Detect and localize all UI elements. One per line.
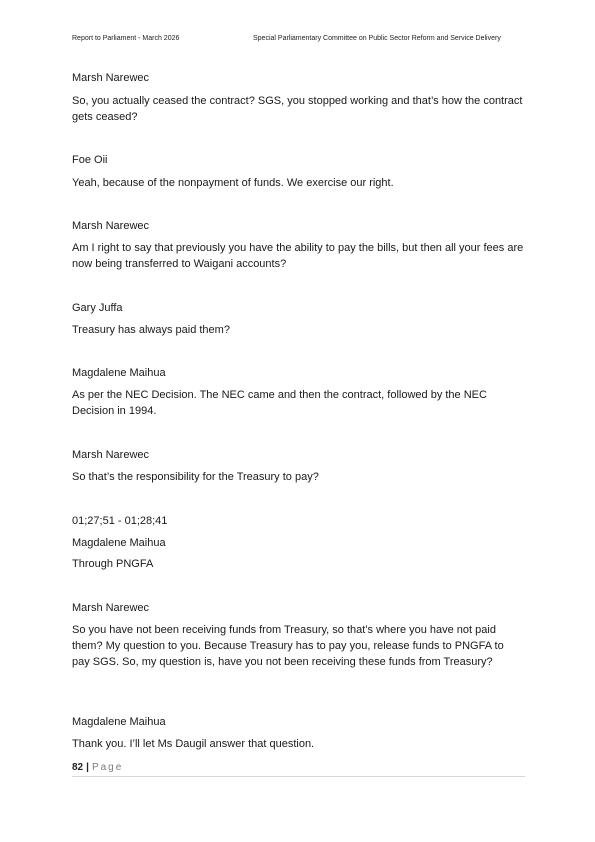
speaker-name: Marsh Narewec: [72, 72, 150, 84]
speaker-name: Magdalene Maihua: [72, 537, 166, 549]
speech-text: As per the NEC Decision. The NEC came and then the contract, followed by the NEC Decision in 1994.: [72, 389, 487, 417]
footer-separator: |: [86, 762, 89, 773]
speech-text: Yeah, because of the nonpayment of funds. We exercise our right.: [72, 177, 394, 189]
speech-text: So you have not been receiving funds from Treasury, so that’s where you have not paid them? My question to you. Because Treasury has to pay you, release funds to PNGFA to pay SGS. So, my question is, have you not been receiving these funds from Treasury?: [72, 624, 504, 668]
speech-text: So, you actually ceased the contract? SGS, you stopped working and that’s how the contract gets ceased?: [72, 95, 523, 123]
footer-divider: [72, 776, 525, 777]
header-committee-name: Special Parliamentary Committee on Public Sector Reform and Service Delivery: [253, 35, 501, 42]
page-number: 82: [72, 762, 84, 773]
speaker-name: Foe Oii: [72, 154, 108, 166]
speech-text: Am I right to say that previously you have the ability to pay the bills, but then all your fees are now being transferred to Waigani accounts?: [72, 242, 524, 270]
timestamp: 01;27;51 - 01;28;41: [72, 515, 168, 527]
header-report-title: Report to Parliament - March 2026: [72, 35, 180, 42]
speech-text: Thank you. I’ll let Ms Daugil answer that question.: [72, 738, 315, 750]
speaker-name: Marsh Narewec: [72, 449, 150, 461]
page-label: Page: [91, 762, 124, 773]
speaker-name: Marsh Narewec: [72, 220, 150, 232]
speech-text: So that’s the responsibility for the Treasury to pay?: [72, 471, 319, 483]
speech-text: Treasury has always paid them?: [72, 324, 230, 336]
speaker-name: Magdalene Maihua: [72, 367, 166, 379]
speaker-name: Marsh Narewec: [72, 602, 150, 614]
speaker-name: Magdalene Maihua: [72, 716, 166, 728]
page-footer: [72, 762, 524, 773]
speaker-name: Gary Juffa: [72, 302, 123, 314]
speech-text: Through PNGFA: [72, 558, 154, 570]
